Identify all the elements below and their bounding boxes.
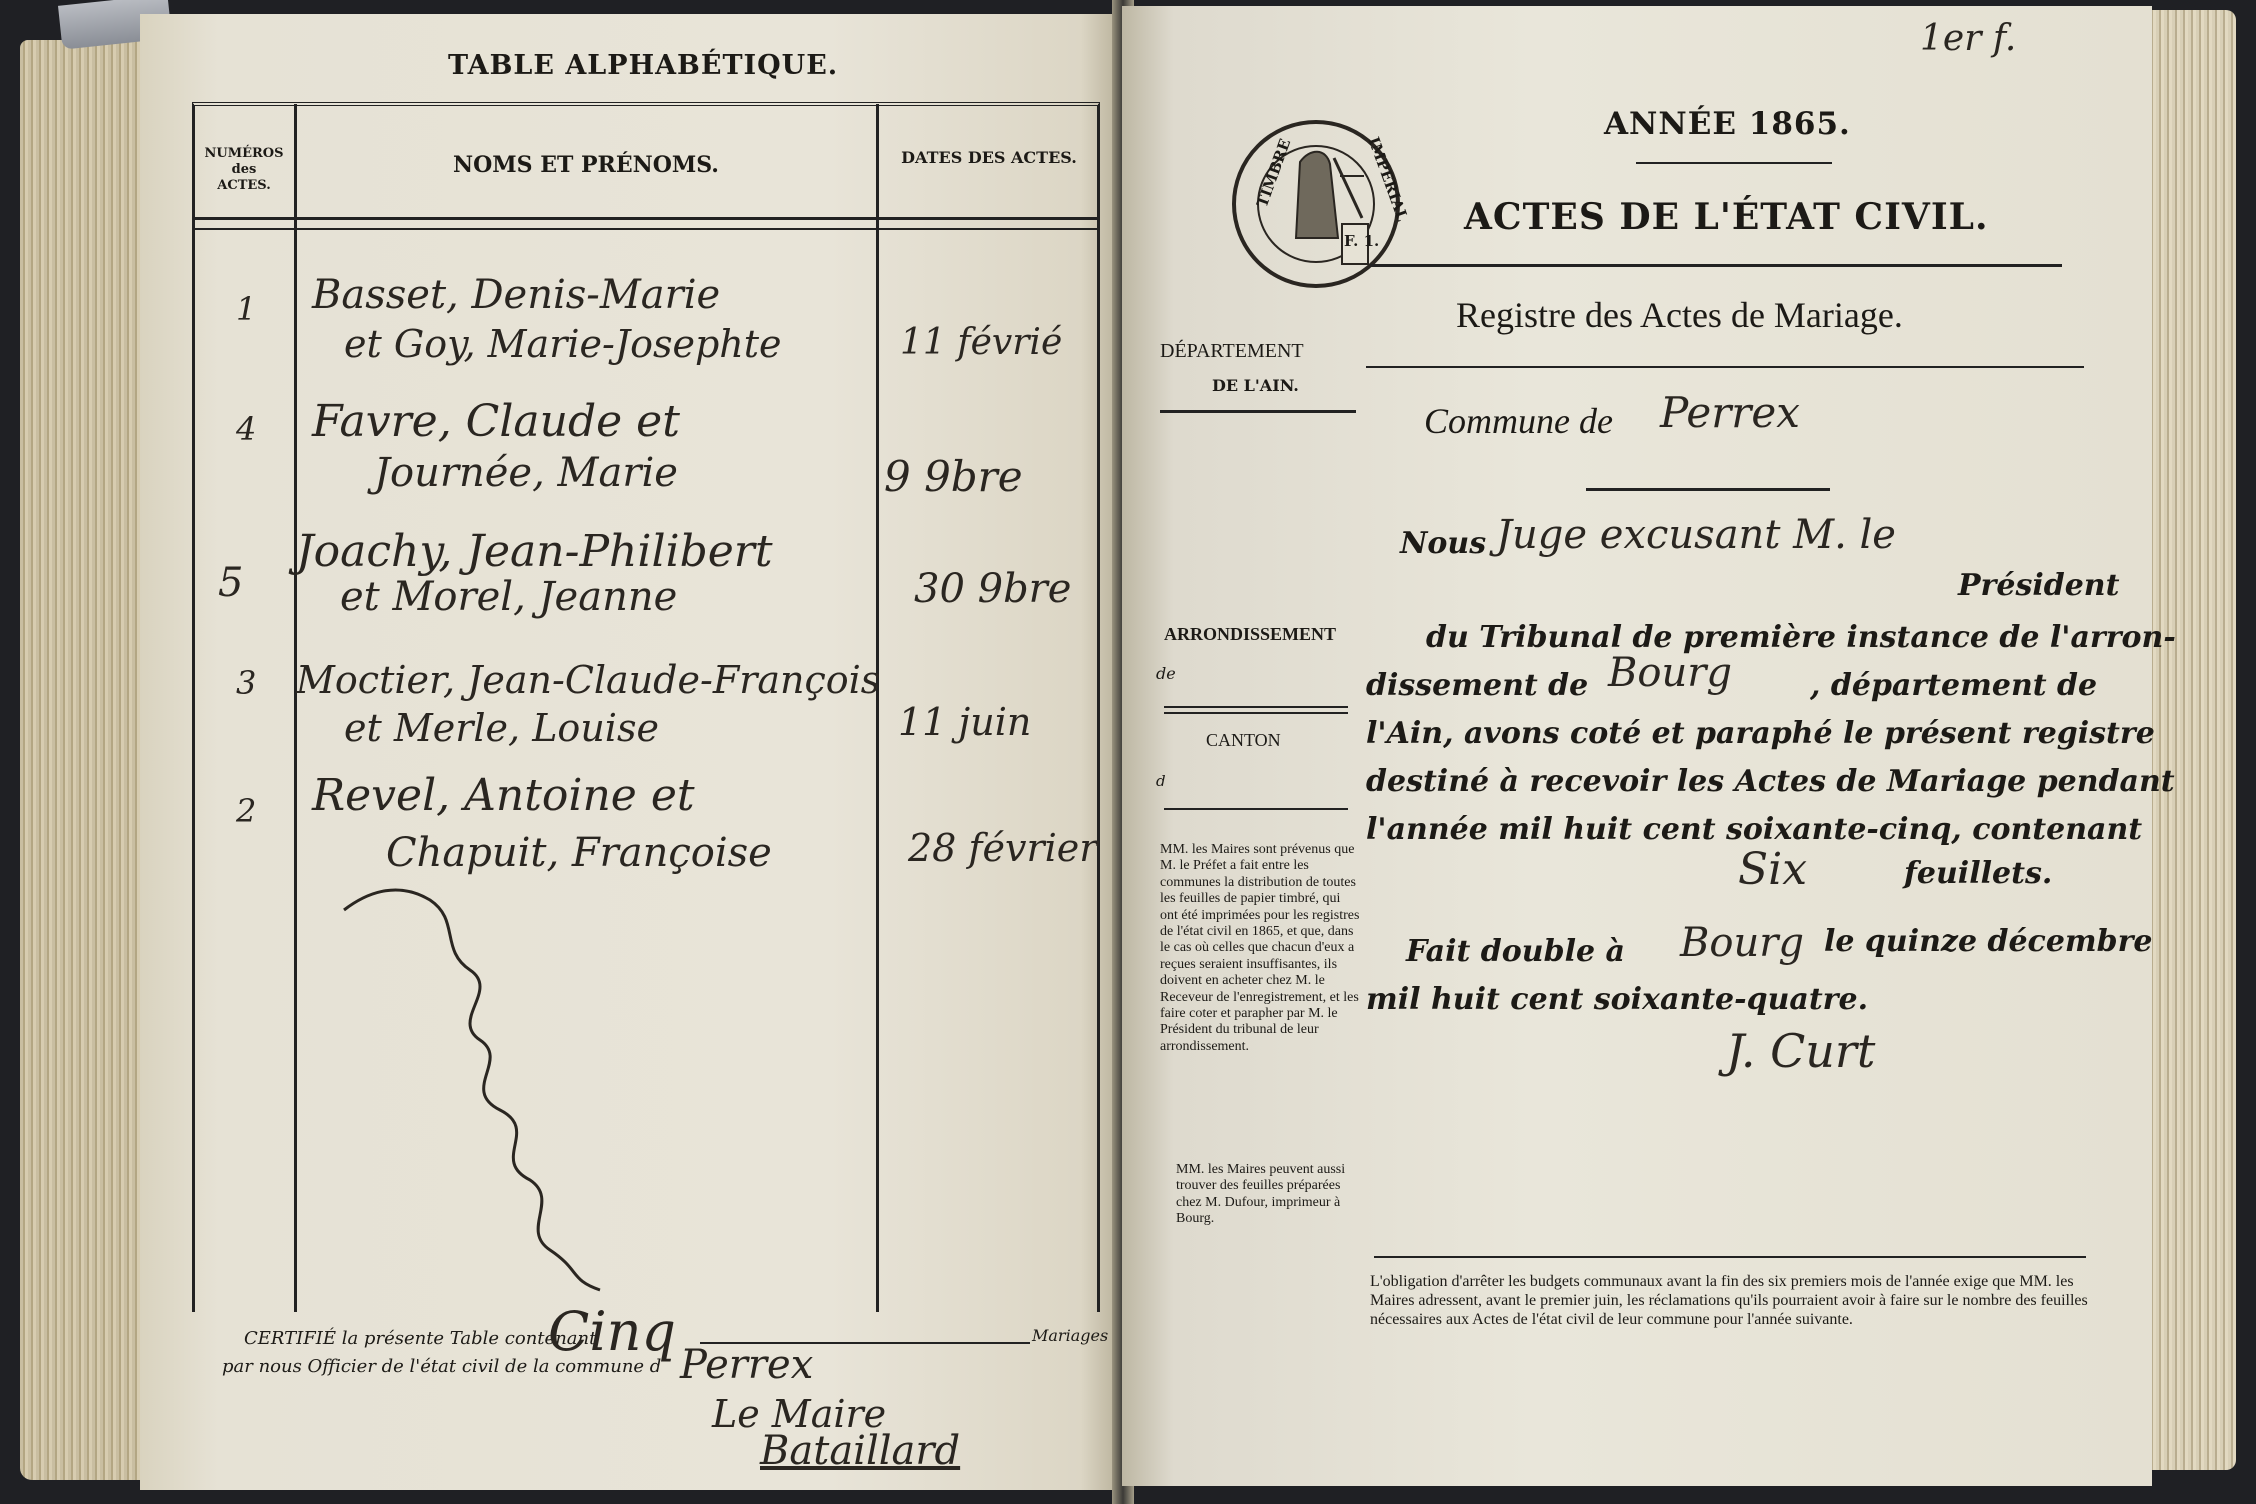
fait-place-handwritten: Bourg — [1680, 920, 1804, 966]
entry-date: 9 9bre — [884, 452, 1023, 501]
arrondissement-handwritten: Bourg — [1608, 650, 1732, 696]
body-line-3: l'Ain, avons coté et paraphé le présent registre — [1366, 716, 2155, 751]
side-rule — [1164, 712, 1348, 714]
table-divider — [294, 104, 297, 1312]
page-stack-left — [20, 40, 150, 1480]
seal-label-right: IMPERIAL — [1364, 134, 1412, 224]
fait-double-label: Fait double à — [1406, 934, 1625, 969]
body-line-5: l'année mil huit cent soixante-cinq, contenant — [1366, 812, 2143, 847]
side-rule — [1164, 808, 1348, 810]
table-header-rule — [194, 217, 1098, 220]
commune-name: Perrex — [1660, 388, 1800, 437]
col-header-dates: DATES DES ACTES. — [901, 148, 1077, 167]
certificate-line2: par nous Officier de l'état civil de la commune d — [222, 1356, 662, 1377]
side-rule — [1164, 706, 1348, 708]
seal-label-left: TIMBRE — [1253, 136, 1295, 210]
col-header-numbers: NUMÉROS des ACTES. — [204, 146, 284, 193]
acts-heading: ACTES DE L'ÉTAT CIVIL. — [1464, 196, 1989, 238]
entry-name-line2: Chapuit, Françoise — [386, 830, 772, 876]
mayor-signature: Bataillard — [760, 1428, 961, 1474]
canton-d: d — [1156, 772, 1166, 790]
certificate-mariages: Mariages — [1032, 1326, 1109, 1345]
folio-number: 1er f. — [1920, 18, 2017, 59]
entry-number: 2 — [236, 792, 257, 830]
feuillets-label: feuillets. — [1904, 856, 2053, 891]
nous-label: Nous — [1400, 526, 1487, 561]
side-note-printer: MM. les Maires peuvent aussi trouver des feuilles préparées chez M. Dufour, imprimeur à Bourg. — [1176, 1162, 1346, 1227]
heading-rule — [1370, 264, 2062, 267]
table-divider — [876, 104, 879, 1312]
arrondissement-label: ARRONDISSEMENT — [1164, 624, 1337, 644]
side-note-mayors: MM. les Maires sont prévenus que M. le Préfet a fait entre les communes la distribution de toutes les feuilles de papier timbré, qui ont été imprimées pour les registres de l'état civil en 1865, et que, dans le cas où celles que chacun d'eux a reçues seraient insuffisantes, ils doivent en acheter chez M. le Receveur de l'enregistrement, et les faire coter et parapher par M. le Président du tribunal de leur arrondissement. — [1160, 842, 1360, 1054]
date-text: le quinze décembre — [1824, 924, 2153, 959]
entry-number: 4 — [236, 410, 257, 448]
seal-mark: F. 1. — [1344, 232, 1380, 250]
year-rule — [1636, 162, 1832, 164]
entry-date: 30 9bre — [914, 566, 1072, 612]
body-line-2a: dissement de — [1366, 668, 1589, 703]
footer-rule — [1374, 1256, 2086, 1258]
entry-name-line2: Journée, Marie — [374, 450, 678, 496]
table-title: TABLE ALPHABÉTIQUE. — [448, 50, 839, 81]
entry-name-line1: Favre, Claude et — [312, 396, 680, 447]
entry-number: 3 — [236, 664, 257, 702]
departement-name: DE L'AIN. — [1212, 376, 1299, 395]
certificate-line1: CERTIFIÉ la présente Table contenant — [244, 1328, 597, 1349]
body-line-2b: , département de — [1810, 668, 2098, 703]
register-rule — [1366, 366, 2084, 368]
departement-label: DÉPARTEMENT — [1160, 340, 1304, 362]
sheet-count-handwritten: Six — [1738, 844, 1808, 895]
commune-label: Commune de — [1424, 401, 1613, 441]
last-line: mil huit cent soixante-quatre. — [1366, 982, 1869, 1017]
ornament-rule — [1586, 488, 1830, 491]
closing-squiggle-mark — [330, 880, 710, 1300]
entry-date: 11 févrié — [900, 322, 1063, 363]
entry-name-line1: Basset, Denis-Marie — [312, 272, 721, 318]
judge-signature: J. Curt — [1726, 1024, 1876, 1078]
certificate-maire: Le Maire — [712, 1392, 887, 1436]
entry-name-line1: Revel, Antoine et — [312, 770, 695, 821]
year-heading: ANNÉE 1865. — [1604, 106, 1851, 142]
entry-name-line1: Moctier, Jean-Claude-François — [296, 658, 881, 702]
register-title: Registre des Actes de Mariage. — [1456, 295, 1903, 335]
nous-handwritten: Juge excusant M. le — [1496, 512, 1896, 558]
body-line-1: du Tribunal de première instance de l'arron- — [1426, 620, 2176, 655]
entry-name-line2: et Morel, Jeanne — [340, 574, 678, 620]
arrondissement-de: de — [1156, 664, 1176, 683]
entry-name-line2: et Merle, Louise — [344, 706, 659, 750]
col-header-names: NOMS ET PRÉNOMS. — [453, 152, 719, 178]
entry-number: 1 — [236, 290, 257, 328]
canton-label: CANTON — [1206, 730, 1281, 750]
entry-number: 5 — [218, 560, 244, 606]
side-rule — [1160, 410, 1356, 413]
certificate-count: Cinq — [548, 1300, 676, 1363]
certificate-commune: Perrex — [680, 1342, 814, 1388]
table-header-rule — [194, 228, 1098, 230]
president-label: Président — [1958, 568, 2120, 603]
entry-name-line1: Joachy, Jean-Philibert — [296, 526, 773, 577]
entry-name-line2: et Goy, Marie-Josephte — [344, 322, 782, 366]
body-line-4: destiné à recevoir les Actes de Mariage pendant — [1366, 764, 2175, 799]
entry-date: 28 février — [908, 826, 1098, 870]
entry-date: 11 juin — [898, 700, 1032, 744]
footer-note: L'obligation d'arrêter les budgets communaux avant la fin des six premiers mois de l'année exige que MM. les Maires adressent, avant le premier juin, les réclamations qu'ils pourraient avoir à faire sur le nombre des feuilles nécessaires aux Actes de l'état civil de leur commune pour l'année suivante. — [1370, 1273, 2088, 1328]
